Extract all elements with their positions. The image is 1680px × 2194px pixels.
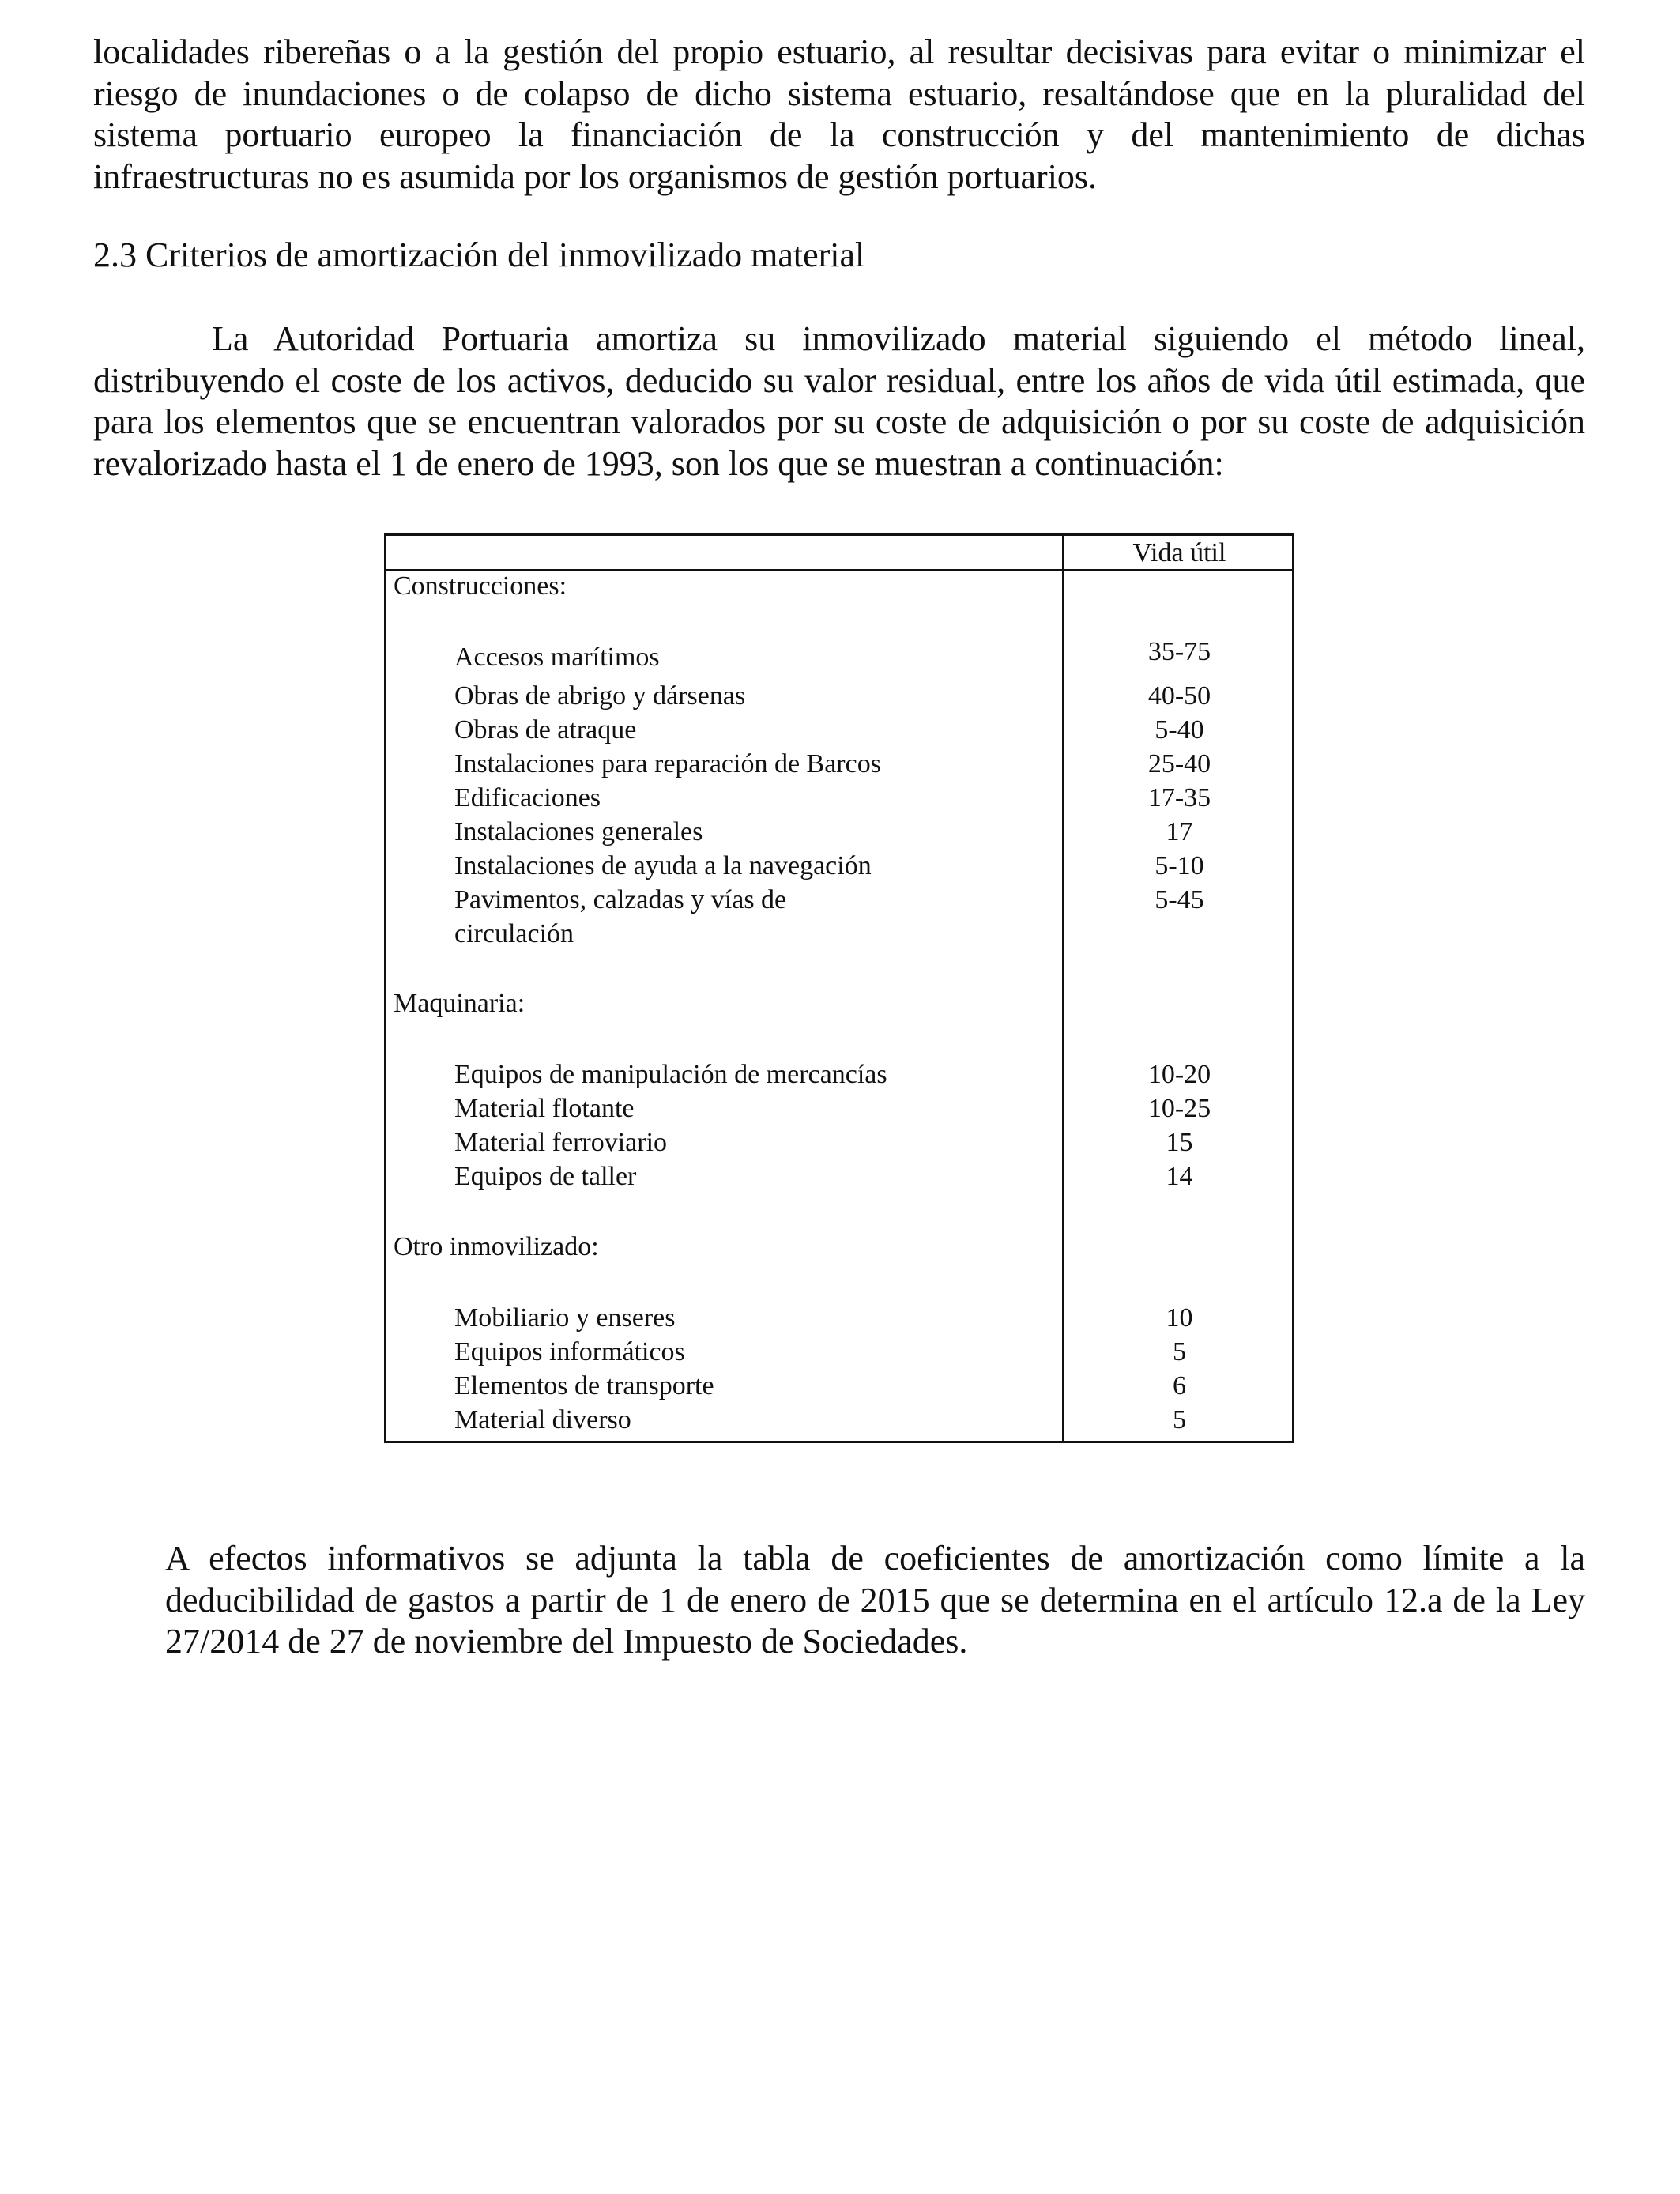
useful-life-table (384, 533, 1294, 1443)
table-row-value: 14 (1166, 1162, 1193, 1191)
section-heading: 2.3 Criterios de amortización del inmovilizado material (93, 236, 865, 274)
table-row-value: 17 (1166, 817, 1193, 846)
table-row-name: Instalaciones para reparación de Barcos (454, 749, 881, 778)
table-row-value: 5 (1173, 1405, 1186, 1434)
table-row-value: 5-45 (1155, 885, 1204, 914)
table-row-name: Accesos marítimos (454, 643, 660, 672)
table-row-name: Elementos de transporte (454, 1371, 714, 1400)
table-row-name: circulación (454, 919, 574, 948)
table-column-header: Vida útil (1132, 538, 1226, 567)
table-row-value: 10-25 (1147, 1094, 1211, 1123)
table-row-value: 10 (1166, 1303, 1193, 1333)
table-row-name: Equipos de taller (454, 1162, 637, 1191)
table-row-name: Instalaciones generales (454, 817, 703, 846)
table-row-name: Pavimentos, calzadas y vías de (454, 885, 787, 914)
table-row-name: Equipos informáticos (454, 1337, 685, 1367)
table-row-name: Material flotante (454, 1094, 635, 1123)
table-row-value: 35-75 (1147, 637, 1211, 666)
table-row-value: 40-50 (1147, 681, 1211, 711)
table-row-name: Obras de atraque (454, 715, 637, 745)
table-group-label: Construcciones: (394, 571, 567, 601)
table-row-value: 5 (1173, 1337, 1186, 1367)
table-group-label: Otro inmovilizado: (394, 1232, 599, 1261)
table-row-name: Obras de abrigo y dársenas (454, 681, 746, 711)
table-row-name: Mobiliario y enseres (454, 1303, 676, 1333)
table-row-name: Equipos de manipulación de mercancías (454, 1060, 887, 1089)
table-row-value: 10-20 (1147, 1060, 1211, 1089)
table-group-label: Maquinaria: (394, 989, 525, 1018)
paragraph-intro: localidades ribereñas o a la gestión del propio estuario, al resultar decisivas para evitar o minimizar el riesgo de inundaciones o de colapso de dicho sistema estuario, resaltándose que en la pluralidad del sistema portuario europeo la financiación de la construcción y del mantenimiento de dichas infraestructuras no es asumida por los organismos de gestión portuarios. (93, 32, 1585, 196)
table-row-value: 17-35 (1147, 783, 1211, 812)
table-row-name: Edificaciones (454, 783, 601, 812)
paragraph-amortization: La Autoridad Portuaria amortiza su inmovilizado material siguiendo el método lineal, distribuyendo el coste de los activos, deducido su valor residual, entre los años de vida útil estimada, que para los elementos que se encuentran valorados por su coste de adquisición o por su coste de adquisición revalorizado hasta el 1 de enero de 1993, son los que se muestran a continuación: (93, 319, 1585, 483)
table-row-value: 15 (1166, 1128, 1193, 1157)
table-row-value: 5-10 (1155, 851, 1204, 880)
paragraph-coefficients: A efectos informativos se adjunta la tabla de coeficientes de amortización como límite a la deducibilidad de gastos a partir de 1 de enero de 2015 que se determina en el artículo 12.a de la Ley 27/2014 de 27 de noviembre del Impuesto de Sociedades. (165, 1539, 1585, 1661)
table-row-name: Material ferroviario (454, 1128, 668, 1157)
table-row-name: Instalaciones de ayuda a la navegación (454, 851, 872, 880)
table-row-value: 25-40 (1147, 749, 1211, 778)
table-row-value: 6 (1173, 1371, 1186, 1400)
table-row-name: Material diverso (454, 1405, 631, 1434)
table-row-value: 5-40 (1155, 715, 1204, 745)
